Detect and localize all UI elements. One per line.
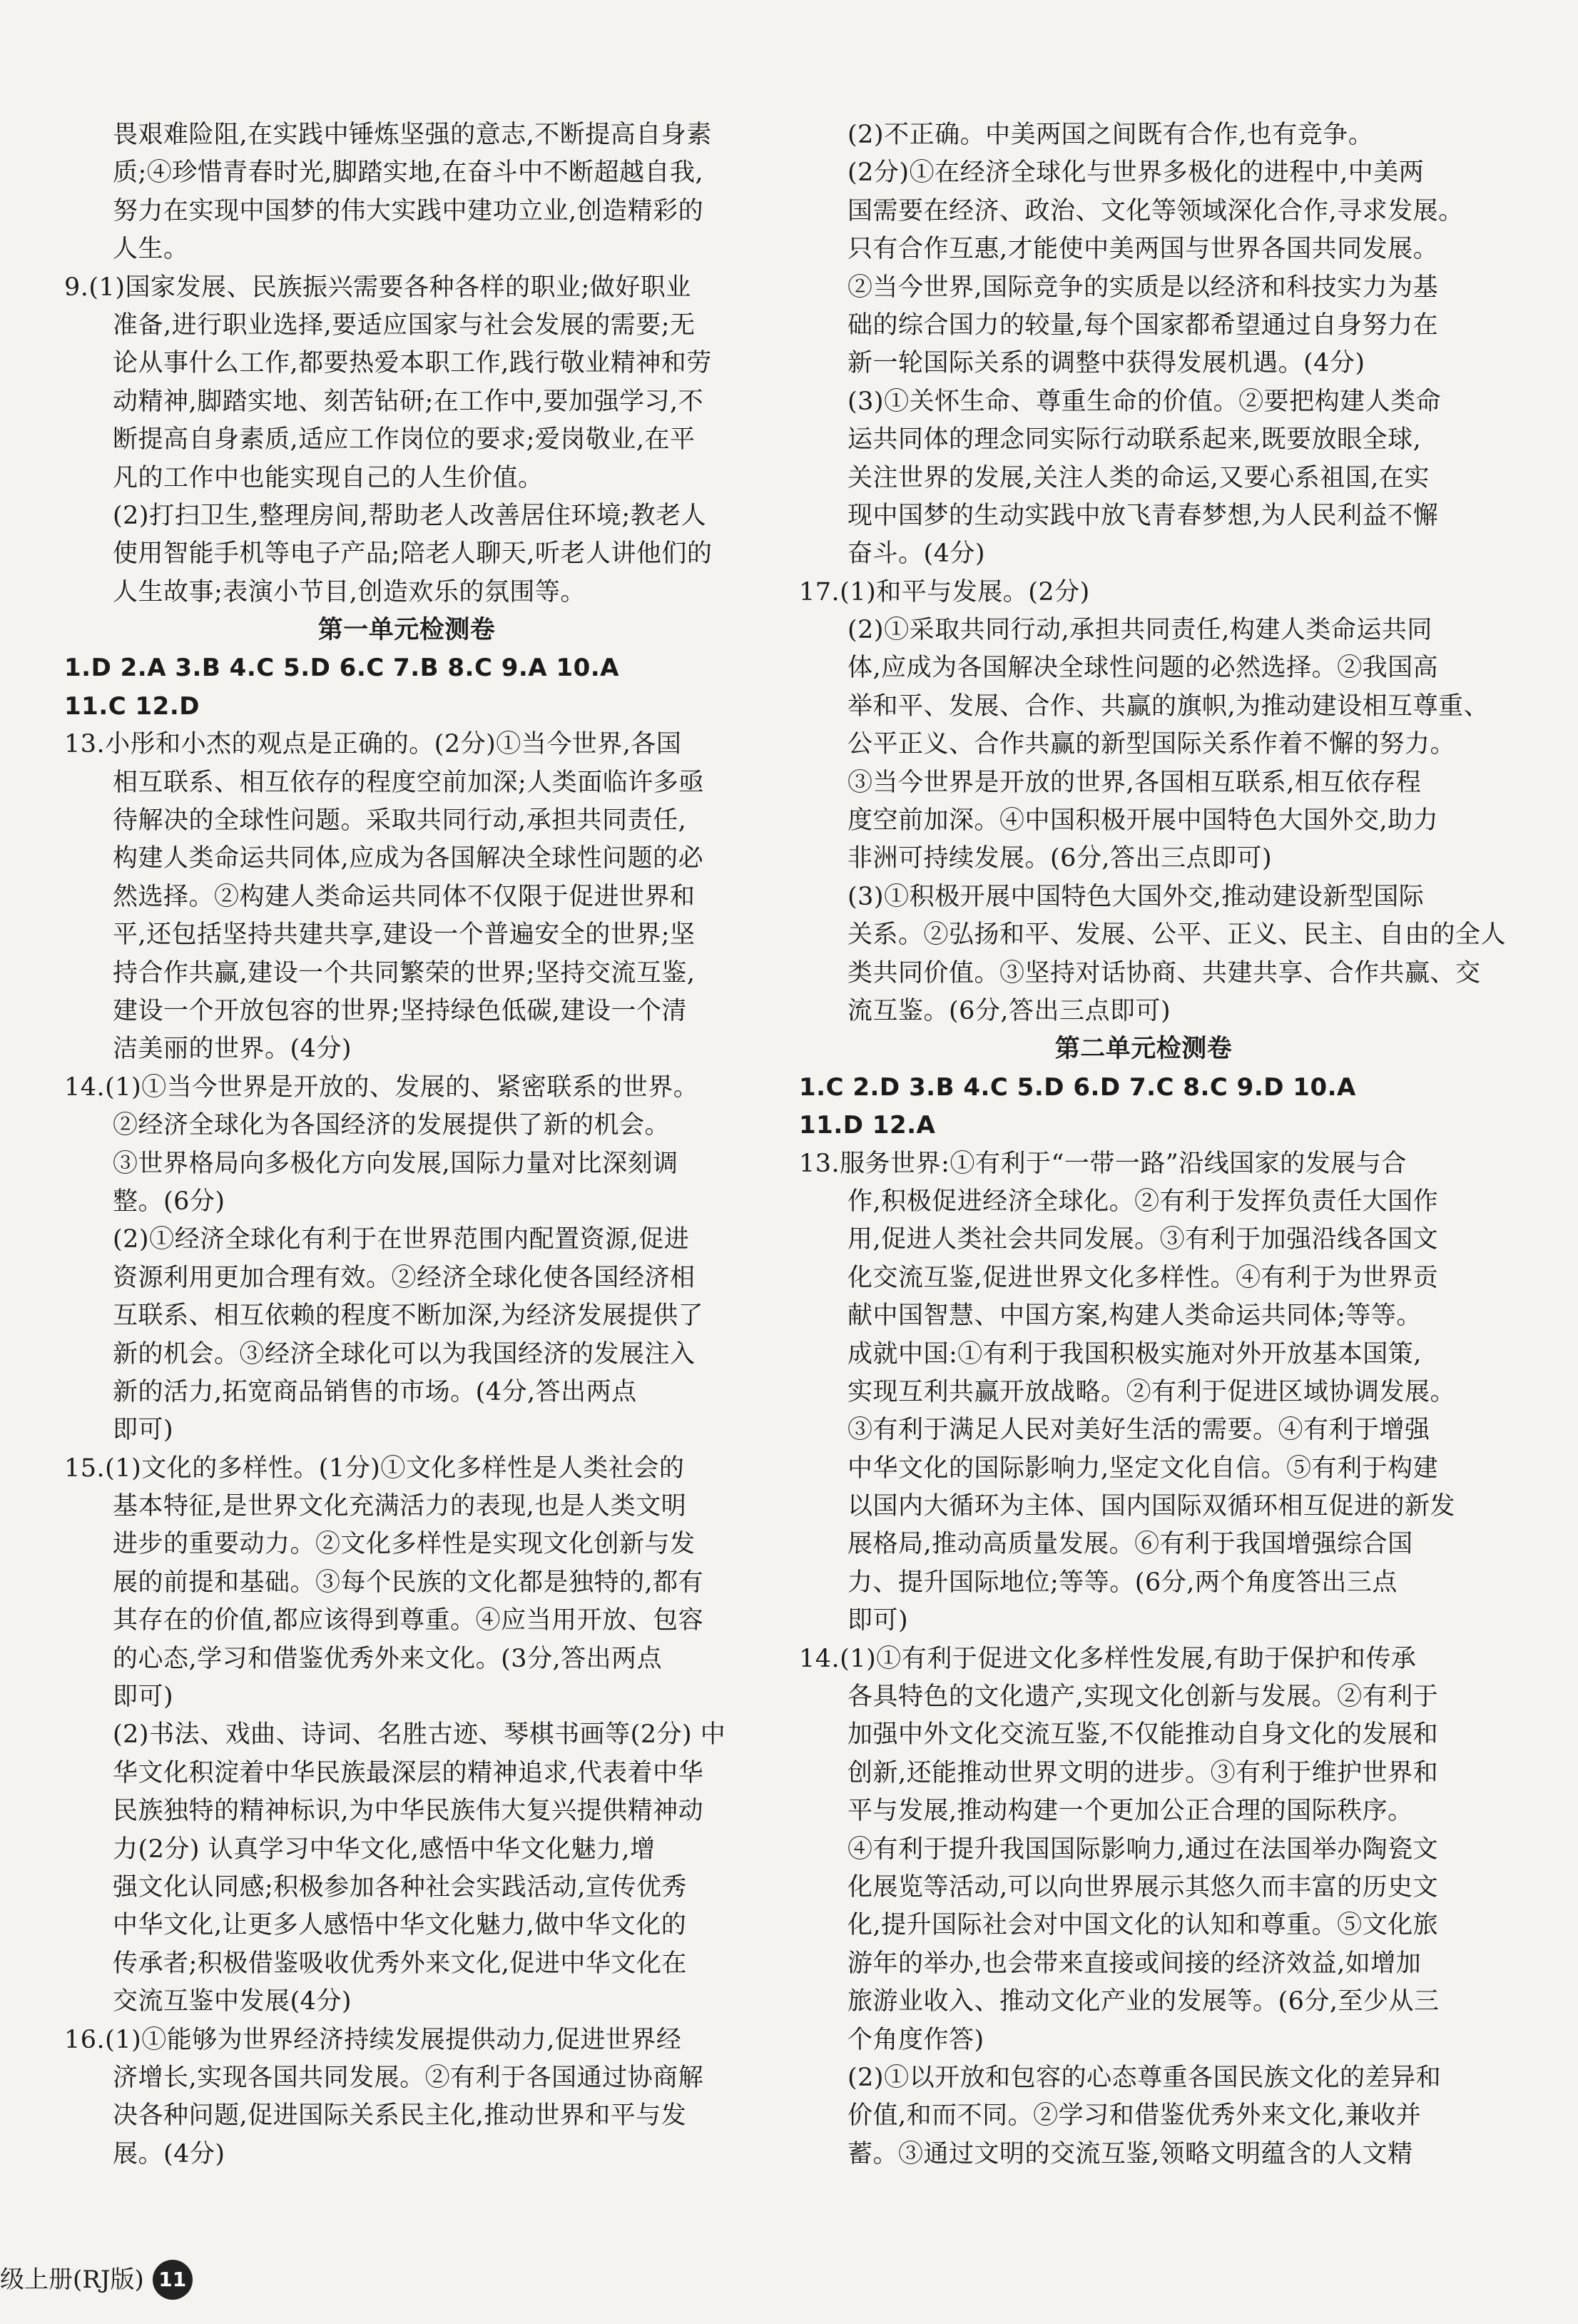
text-line: 资源利用更加合理有效。②经济全球化使各国经济相 — [113, 1263, 696, 1292]
right-column — [799, 116, 1507, 2173]
text-line: 9.(1)国家发展、民族振兴需要各种各样的职业;做好职业 — [64, 273, 691, 302]
text-line: ③当今世界是开放的世界,各国相互联系,相互依存程 — [847, 768, 1422, 797]
answer-key-line: 1.D 2.A 3.B 4.C 5.D 6.C 7.B 8.C 9.A 10.A — [64, 654, 619, 683]
text-line: ②经济全球化为各国经济的发展提供了新的机会。 — [113, 1111, 671, 1140]
text-line: 14.(1)①有利于促进文化多样性发展,有助于保护和传承 — [799, 1644, 1417, 1673]
text-line: 建设一个开放包容的世界;坚持绿色低碳,建设一个清 — [113, 996, 687, 1025]
text-line: 动精神,脚踏实地、刻苦钻研;在工作中,要加强学习,不 — [113, 387, 704, 416]
text-line: ②当今世界,国际竞争的实质是以经济和科技实力为基 — [847, 273, 1439, 302]
text-line: 类共同价值。③坚持对话协商、共建共享、合作共赢、交 — [847, 958, 1481, 988]
text-line: 价值,和而不同。②学习和借鉴优秀外来文化,兼收并 — [847, 2101, 1422, 2131]
text-line: 人生。 — [113, 235, 189, 264]
text-line: 献中国智慧、中国方案,构建人类命运共同体;等等。 — [847, 1301, 1422, 1331]
text-line: 各具特色的文化遗产,实现文化创新与发展。②有利于 — [847, 1683, 1439, 1712]
text-line: 蓄。③通过文明的交流互鉴,领略文明蕴含的人文精 — [847, 2139, 1413, 2168]
text-line: 中华文化的国际影响力,坚定文化自信。⑤有利于构建 — [847, 1453, 1439, 1483]
text-line: 作,积极促进经济全球化。②有利于发挥负责任大国作 — [847, 1187, 1439, 1216]
text-line: 奋斗。(4分) — [847, 539, 986, 569]
text-line: 新的活力,拓宽商品销售的市场。(4分,答出两点 — [113, 1377, 637, 1406]
text-line: (2)①以开放和包容的心态尊重各国民族文化的差异和 — [847, 2063, 1442, 2092]
text-line: 展。(4分) — [113, 2139, 225, 2168]
text-line: (2)①采取共同行动,承担共同责任,构建人类命运共同 — [847, 616, 1432, 645]
text-line: 进步的重要动力。②文化多样性是实现文化创新与发 — [113, 1530, 696, 1559]
text-line: 实现互利共赢开放战略。②有利于促进区域协调发展。 — [847, 1377, 1456, 1406]
text-line: 运共同体的理念同实际行动联系起来,既要放眼全球, — [847, 425, 1422, 455]
text-line: 持合作共赢,建设一个共同繁荣的世界;坚持交流互鉴, — [113, 958, 696, 988]
text-line: 新的机会。③经济全球化可以为我国经济的发展注入 — [113, 1339, 696, 1369]
text-line: 基本特征,是世界文化充满活力的表现,也是人类文明 — [113, 1492, 687, 1521]
left-column — [64, 116, 749, 2173]
answer-key-line: 11.C 12.D — [64, 691, 200, 721]
text-line: 15.(1)文化的多样性。(1分)①文化多样性是人类社会的 — [64, 1453, 685, 1483]
text-line: 展格局,推动高质量发展。⑥有利于我国增强综合国 — [847, 1530, 1413, 1559]
text-line: 现中国梦的生动实践中放飞青春梦想,为人民利益不懈 — [847, 501, 1439, 530]
text-line: 流互鉴。(6分,答出三点即可) — [847, 996, 1171, 1025]
answer-key-line: 11.D 12.A — [799, 1111, 936, 1140]
text-line: 平与发展,推动构建一个更加公正合理的国际秩序。 — [847, 1797, 1413, 1826]
text-line: 决各种问题,促进国际关系民主化,推动世界和平与发 — [113, 2101, 687, 2131]
text-line: 用,促进人类社会共同发展。③有利于加强沿线各国文 — [847, 1225, 1439, 1254]
text-line: 断提高自身素质,适应工作岗位的要求;爱岗敬业,在平 — [113, 425, 696, 455]
text-line: 力、提升国际地位;等等。(6分,两个角度答出三点 — [847, 1568, 1398, 1597]
text-line: 即可) — [847, 1606, 909, 1635]
text-line: (2)不正确。中美两国之间既有合作,也有竞争。 — [847, 121, 1374, 149]
text-line: (2)书法、戏曲、诗词、名胜古迹、琴棋书画等(2分) 中 — [113, 1720, 726, 1750]
text-line: ③世界格局向多极化方向发展,国际力量对比深刻调 — [113, 1149, 678, 1178]
text-line: (3)①积极开展中国特色大国外交,推动建设新型国际 — [847, 882, 1425, 911]
text-line: 13.小彤和小杰的观点是正确的。(2分)①当今世界,各国 — [64, 730, 682, 759]
text-line: 质;④珍惜青春时光,脚踏实地,在奋斗中不断超越自我, — [113, 158, 704, 188]
text-line: 创新,还能推动世界文明的进步。③有利于维护世界和 — [847, 1758, 1439, 1787]
footer-book-label: 级上册(RJ版) — [0, 2265, 144, 2294]
text-line: 新一轮国际关系的调整中获得发展机遇。(4分) — [847, 349, 1365, 378]
text-line: 即可) — [113, 1416, 174, 1445]
text-line: 的心态,学习和借鉴优秀外来文化。(3分,答出两点 — [113, 1644, 663, 1673]
text-line: 13.服务世界:①有利于“一带一路”沿线国家的发展与合 — [799, 1149, 1407, 1178]
text-line: 以国内大循环为主体、国内国际双循环相互促进的新发 — [847, 1492, 1456, 1521]
text-line: ④有利于提升我国国际影响力,通过在法国举办陶瓷文 — [847, 1835, 1439, 1864]
text-line: 17.(1)和平与发展。(2分) — [799, 577, 1090, 607]
section-heading: 第二单元检测卷 — [1054, 1035, 1233, 1064]
text-line: 加强中外文化交流互鉴,不仅能推动自身文化的发展和 — [847, 1720, 1439, 1750]
section-heading: 第一单元检测卷 — [317, 616, 496, 645]
text-line: 洁美丽的世界。(4分) — [113, 1035, 352, 1064]
text-line: 个角度作答) — [847, 2025, 984, 2054]
page-footer — [0, 2255, 193, 2305]
text-line: (3)①关怀生命、尊重生命的价值。②要把构建人类命 — [847, 387, 1442, 416]
text-line: 民族独特的精神标识,为中华民族伟大复兴提供精神动 — [113, 1797, 704, 1826]
text-line: 强文化认同感;积极参加各种社会实践活动,宣传优秀 — [113, 1872, 687, 1902]
text-line: 化交流互鉴,促进世界文化多样性。④有利于为世界贡 — [847, 1263, 1439, 1292]
text-line: 待解决的全球性问题。采取共同行动,承担共同责任, — [113, 806, 687, 836]
text-line: 相互联系、相互依存的程度空前加深;人类面临许多亟 — [113, 768, 704, 797]
text-line: 关系。②弘扬和平、发展、公平、正义、民主、自由的全人 — [847, 920, 1507, 950]
text-line: 化,提升国际社会对中国文化的认知和尊重。⑤文化旅 — [847, 1911, 1439, 1940]
text-line: 使用智能手机等电子产品;陪老人聊天,听老人讲他们的 — [113, 539, 713, 569]
text-line: 力(2分) 认真学习中华文化,感悟中华文化魅力,增 — [113, 1835, 656, 1864]
answer-key-line: 1.C 2.D 3.B 4.C 5.D 6.D 7.C 8.C 9.D 10.A — [799, 1072, 1356, 1102]
text-line: 论从事什么工作,都要热爱本职工作,践行敬业精神和劳 — [113, 349, 712, 378]
text-line: 游年的举办,也会带来直接或间接的经济效益,如增加 — [847, 1949, 1422, 1978]
text-line: 础的综合国力的较量,每个国家都希望通过自身努力在 — [847, 310, 1439, 340]
text-line: 畏艰难险阻,在实践中锤炼坚强的意志,不断提高自身素 — [113, 121, 712, 149]
text-line: 举和平、发展、合作、共赢的旗帜,为推动建设相互尊重、 — [847, 691, 1490, 721]
text-line: 互联系、相互依赖的程度不断加深,为经济发展提供了 — [113, 1301, 704, 1331]
text-line: 非洲可持续发展。(6分,答出三点即可) — [847, 844, 1273, 873]
text-line: 即可) — [113, 1683, 174, 1712]
text-line: 关注世界的发展,关注人类的命运,又要心系祖国,在实 — [847, 463, 1430, 492]
text-line: 展的前提和基础。③每个民族的文化都是独特的,都有 — [113, 1568, 704, 1597]
text-line: 人生故事;表演小节目,创造欢乐的氛围等。 — [113, 577, 586, 607]
text-line: 然选择。②构建人类命运共同体不仅限于促进世界和 — [113, 882, 696, 911]
text-line: 中华文化,让更多人感悟中华文化魅力,做中华文化的 — [113, 1911, 687, 1940]
text-line: 整。(6分) — [113, 1187, 225, 1216]
text-line: 成就中国:①有利于我国积极实施对外开放基本国策, — [847, 1339, 1422, 1369]
text-line: (2分)①在经济全球化与世界多极化的进程中,中美两 — [847, 158, 1425, 188]
text-line: 济增长,实现各国共同发展。②有利于各国通过协商解 — [113, 2063, 704, 2092]
text-line: (2)①经济全球化有利于在世界范围内配置资源,促进 — [113, 1225, 690, 1254]
text-line: 传承者;积极借鉴吸收优秀外来文化,促进中华文化在 — [113, 1949, 687, 1978]
text-line: 化展览等活动,可以向世界展示其悠久而丰富的历史文 — [847, 1872, 1439, 1902]
text-line: 凡的工作中也能实现自己的人生价值。 — [113, 463, 544, 492]
text-line: 其存在的价值,都应该得到尊重。④应当用开放、包容 — [113, 1606, 704, 1635]
text-line: 华文化积淀着中华民族最深层的精神追求,代表着中华 — [113, 1758, 704, 1787]
text-line: 准备,进行职业选择,要适应国家与社会发展的需要;无 — [113, 310, 696, 340]
text-line: 平,还包括坚持共建共享,建设一个普遍安全的世界;坚 — [113, 920, 696, 950]
text-line: 努力在实现中国梦的伟大实践中建功立业,创造精彩的 — [113, 196, 704, 225]
text-line: 交流互鉴中发展(4分) — [113, 1987, 352, 2016]
text-line: 构建人类命运共同体,应成为各国解决全球性问题的必 — [113, 844, 704, 873]
text-line: 度空前加深。④中国积极开展中国特色大国外交,助力 — [847, 806, 1439, 836]
text-line: 公平正义、合作共赢的新型国际关系作着不懈的努力。 — [847, 730, 1456, 759]
text-line: (2)打扫卫生,整理房间,帮助老人改善居住环境;教老人 — [113, 501, 707, 530]
page-number-badge: 11 — [153, 2260, 193, 2300]
text-line: 旅游业收入、推动文化产业的发展等。(6分,至少从三 — [847, 1987, 1440, 2016]
text-line: 国需要在经济、政治、文化等领域深化合作,寻求发展。 — [847, 196, 1464, 225]
text-line: ③有利于满足人民对美好生活的需要。④有利于增强 — [847, 1416, 1430, 1445]
text-line: 只有合作互惠,才能使中美两国与世界各国共同发展。 — [847, 235, 1439, 264]
text-line: 体,应成为各国解决全球性问题的必然选择。②我国高 — [847, 654, 1439, 683]
text-line: 14.(1)①当今世界是开放的、发展的、紧密联系的世界。 — [64, 1072, 699, 1102]
text-line: 16.(1)①能够为世界经济持续发展提供动力,促进世界经 — [64, 2025, 682, 2054]
